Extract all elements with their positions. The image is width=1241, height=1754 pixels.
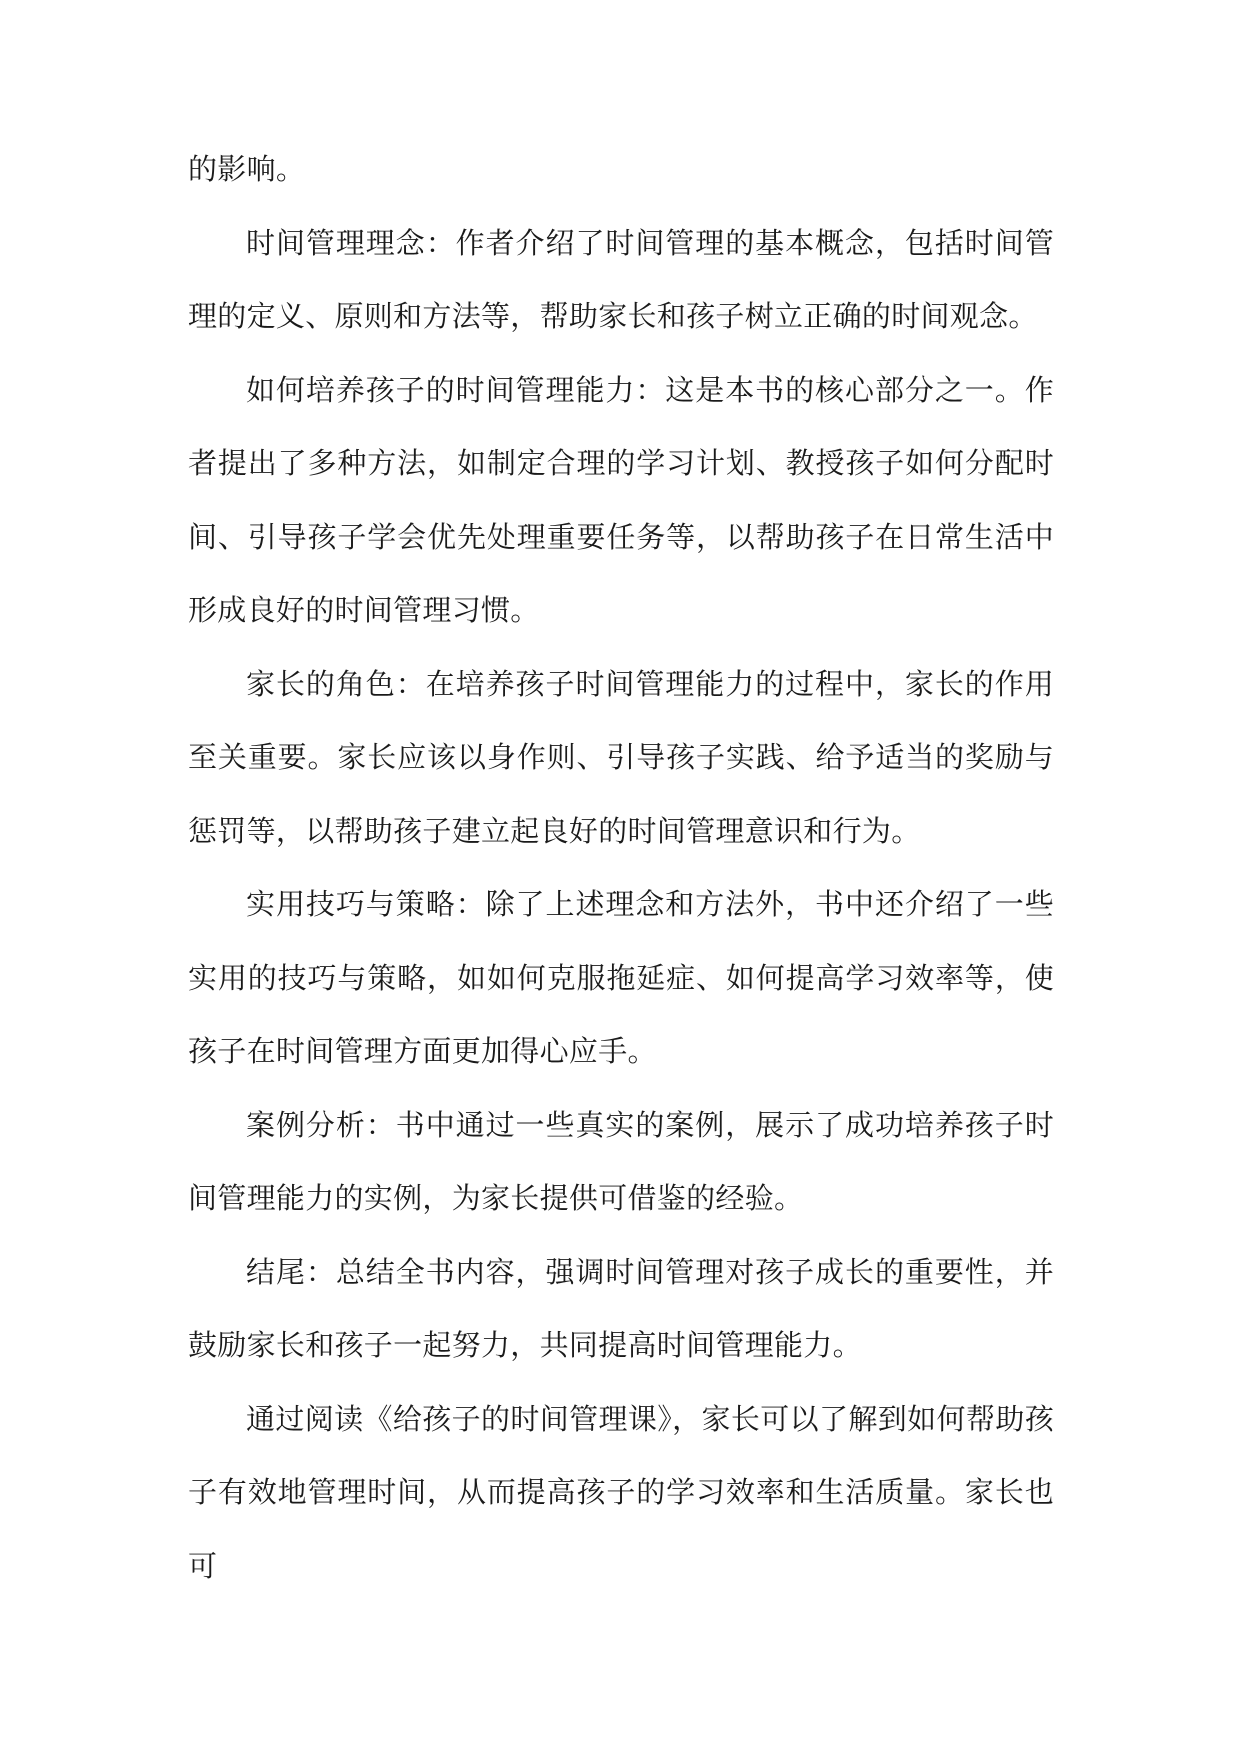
paragraph-conclusion: 结尾：总结全书内容，强调时间管理对孩子成长的重要性，并鼓励家长和孩子一起努力，共同提高时间管理能力。 xyxy=(188,1254,1054,1362)
paragraph-case-analysis: 案例分析：书中通过一些真实的案例，展示了成功培养孩子时间管理能力的实例，为家长提供可借鉴的经验。 xyxy=(188,1107,1054,1215)
paragraph-summary: 通过阅读《给孩子的时间管理课》，家长可以了解到如何帮助孩子有效地管理时间，从而提高孩子的学习效率和生活质量。家长也可 xyxy=(188,1401,1054,1583)
paragraph-parent-role: 家长的角色：在培养孩子时间管理能力的过程中，家长的作用至关重要。家长应该以身作则、引导孩子实践、给予适当的奖励与惩罚等，以帮助孩子建立起良好的时间管理意识和行为。 xyxy=(188,666,1054,848)
body-text xyxy=(188,133,1054,1603)
paragraph-practical-tips: 实用技巧与策略：除了上述理念和方法外，书中还介绍了一些实用的技巧与策略，如如何克服拖延症、如何提高学习效率等，使孩子在时间管理方面更加得心应手。 xyxy=(188,887,1054,1068)
paragraph-continuation: 的影响。 xyxy=(188,152,306,186)
paragraph-time-management-concept: 时间管理理念：作者介绍了时间管理的基本概念，包括时间管理的定义、原则和方法等，帮助家长和孩子树立正确的时间观念。 xyxy=(188,225,1054,333)
paragraph-cultivate-ability: 如何培养孩子的时间管理能力：这是本书的核心部分之一。作者提出了多种方法，如制定合理的学习计划、教授孩子如何分配时间、引导孩子学会优先处理重要任务等，以帮助孩子在日常生活中形成良好的时间管理习惯。 xyxy=(188,372,1054,627)
